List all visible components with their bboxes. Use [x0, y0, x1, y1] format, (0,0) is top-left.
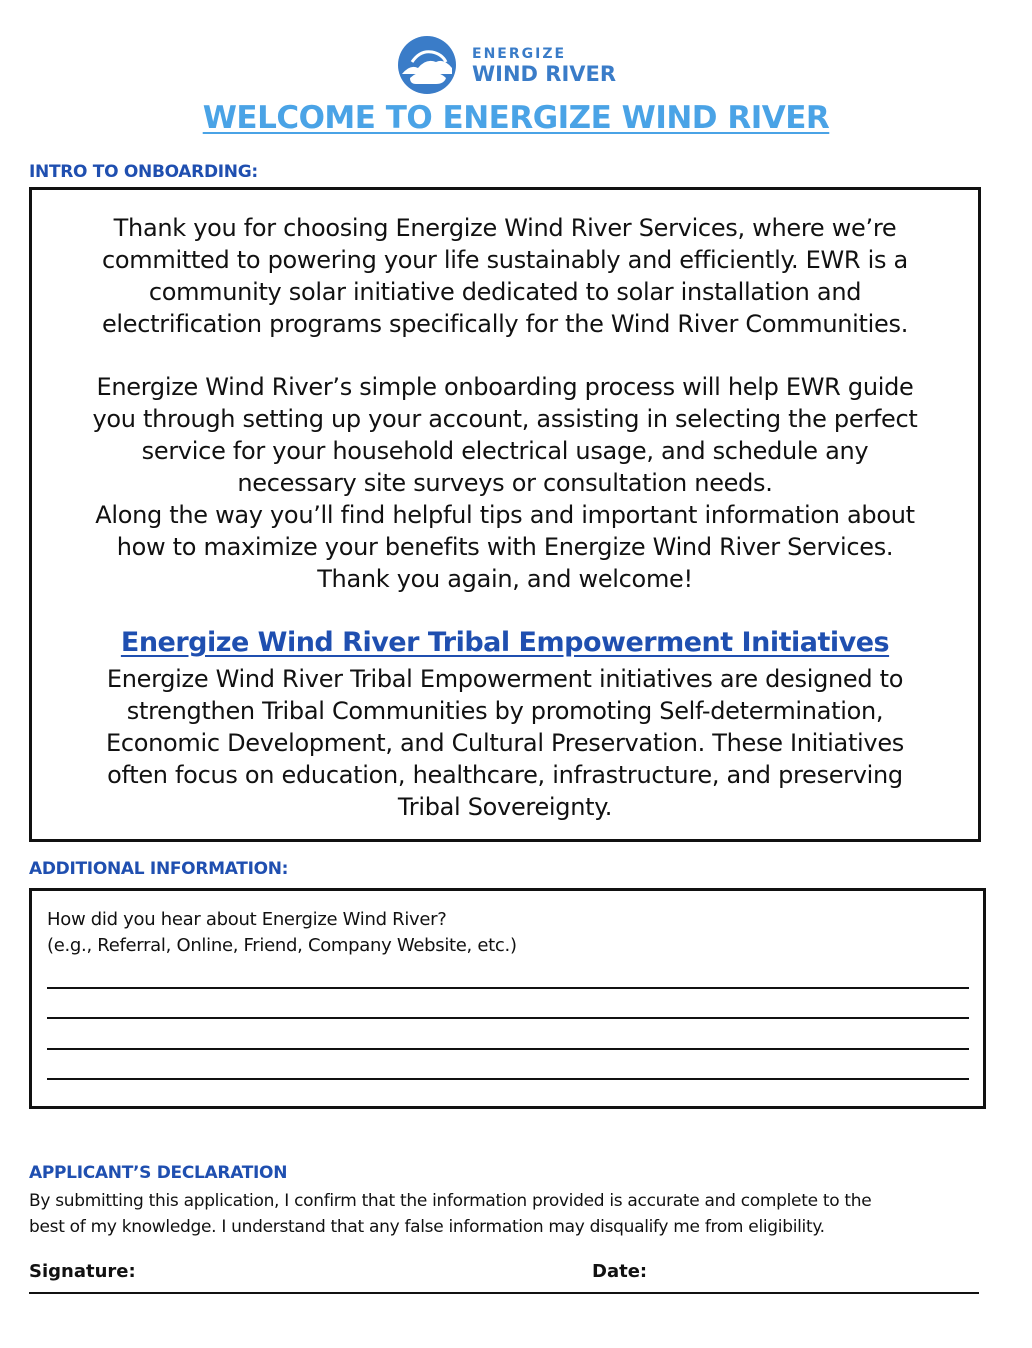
intro-text-line: Economic Development, and Cultural Preservation. These Initiatives: [105, 729, 904, 757]
initiatives-heading: Energize Wind River Tribal Empowerment Initiatives: [120, 627, 890, 658]
additional-info-box: [29, 888, 986, 1109]
page-title: WELCOME TO ENERGIZE WIND RIVER: [202, 100, 830, 136]
logo-text-wind-river: WIND RIVER: [472, 62, 617, 86]
intro-text-line: often focus on education, healthcare, infrastructure, and preserving: [107, 761, 903, 789]
intro-text-line: electrification programs specifically for the Wind River Communities.: [101, 310, 909, 338]
intro-text-line: community solar initiative dedicated to solar installation and: [148, 278, 862, 306]
intro-text-line: Tribal Sovereignty.: [397, 793, 613, 821]
answer-line-4[interactable]: [47, 1078, 969, 1080]
declaration-label: APPLICANT’S DECLARATION: [29, 1163, 288, 1183]
declaration-text: [29, 1188, 999, 1240]
intro-text-line: strengthen Tribal Communities by promoting Self-determination,: [126, 697, 884, 725]
intro-section-label: INTRO TO ONBOARDING:: [29, 162, 258, 182]
date-label: Date:: [592, 1261, 648, 1282]
intro-text-line: committed to powering your life sustainably and efficiently. EWR is a: [102, 246, 908, 274]
signature-line[interactable]: [29, 1292, 979, 1294]
intro-paragraph-3: [32, 663, 978, 823]
declaration-line: By submitting this application, I confirm that the information provided is accurate and complete to the: [29, 1191, 872, 1211]
question-text: How did you hear about Energize Wind River?: [47, 909, 447, 930]
intro-text-line: you through setting up your account, assisting in selecting the perfect: [92, 405, 918, 433]
intro-paragraph-2: [32, 371, 978, 595]
intro-text-line: Along the way you’ll find helpful tips and important information about: [95, 501, 915, 529]
signature-label: Signature:: [29, 1261, 136, 1282]
intro-paragraph-1: [32, 212, 978, 340]
intro-text-line: how to maximize your benefits with Energize Wind River Services.: [116, 533, 894, 561]
intro-box: [29, 187, 981, 842]
additional-info-label: ADDITIONAL INFORMATION:: [29, 859, 289, 879]
referral-question: [47, 907, 517, 959]
intro-text-line: Thank you for choosing Energize Wind River Services, where we’re: [113, 214, 897, 242]
answer-line-3[interactable]: [47, 1048, 969, 1050]
question-examples: (e.g., Referral, Online, Friend, Company Website, etc.): [47, 935, 517, 956]
intro-text-line: Energize Wind River’s simple onboarding process will help EWR guide: [96, 373, 914, 401]
logo-text-energize: ENERGIZE: [472, 46, 567, 62]
intro-text-line: Thank you again, and welcome!: [317, 565, 693, 593]
answer-line-1[interactable]: [47, 987, 969, 989]
declaration-line: best of my knowledge. I understand that any false information may disqualify me from eligibility.: [29, 1217, 825, 1237]
answer-line-2[interactable]: [47, 1017, 969, 1019]
buffalo-sun-logo-icon: [396, 34, 458, 96]
intro-text-line: necessary site surveys or consultation needs.: [237, 469, 773, 497]
logo: [396, 34, 616, 96]
intro-text-line: service for your household electrical usage, and schedule any: [141, 437, 869, 465]
intro-text-line: Energize Wind River Tribal Empowerment initiatives are designed to: [106, 665, 904, 693]
